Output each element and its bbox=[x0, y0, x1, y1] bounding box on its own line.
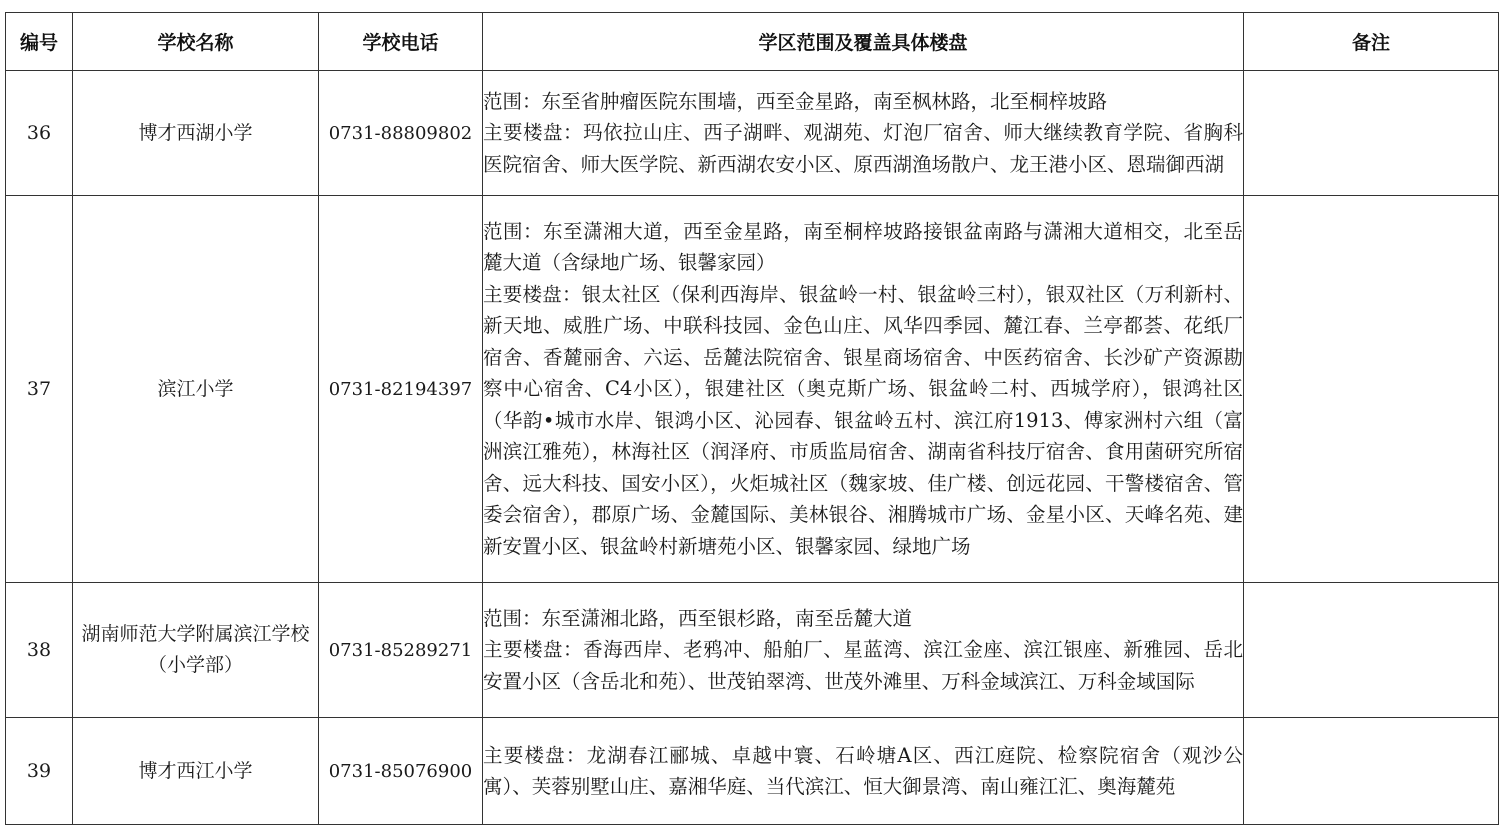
main-estates: 主要楼盘：玛依拉山庄、西子湖畔、观湖苑、灯泡厂宿舍、师大继续教育学院、省胸科医院宿舍、师大医学院、新西湖农安小区、原西湖渔场散户、龙王港小区、恩瑞御西湖 bbox=[483, 121, 1243, 176]
school-phone: 0731-88809802 bbox=[319, 71, 483, 196]
remarks-cell bbox=[1244, 718, 1499, 825]
school-district-table bbox=[5, 12, 1499, 825]
school-name: 滨江小学 bbox=[157, 377, 234, 400]
header-row bbox=[6, 13, 1499, 71]
district-range: 范围：东至潇湘北路，西至银杉路，南至岳麓大道 bbox=[483, 606, 913, 630]
school-name: 博才西湖小学 bbox=[138, 121, 253, 144]
row-number: 36 bbox=[6, 71, 73, 196]
header-remarks: 备注 bbox=[1244, 13, 1499, 71]
school-phone: 0731-85289271 bbox=[319, 583, 483, 718]
header-school-phone: 学校电话 bbox=[319, 13, 483, 71]
row-number: 37 bbox=[6, 196, 73, 583]
table-row bbox=[6, 583, 1499, 718]
school-phone: 0731-82194397 bbox=[319, 196, 483, 583]
row-number: 38 bbox=[6, 583, 73, 718]
remarks-cell bbox=[1244, 196, 1499, 583]
school-name-cell bbox=[73, 718, 319, 825]
school-name-cell bbox=[73, 71, 319, 196]
school-name-subtitle: （小学部） bbox=[147, 654, 243, 676]
header-district-scope: 学区范围及覆盖具体楼盘 bbox=[483, 13, 1244, 71]
district-range: 范围：东至潇湘大道，西至金星路，南至桐梓坡路接银盆南路与潇湘大道相交，北至岳麓大道（含绿地广场、银馨家园） bbox=[483, 219, 1243, 275]
district-scope-cell bbox=[483, 583, 1244, 718]
school-name-cell bbox=[73, 583, 319, 718]
school-name: 湖南师范大学附属滨江学校 bbox=[81, 623, 310, 645]
row-number: 39 bbox=[6, 718, 73, 825]
school-name-cell bbox=[73, 196, 319, 583]
district-range: 范围：东至省肿瘤医院东围墙，西至金星路，南至枫林路，北至桐梓坡路 bbox=[483, 89, 1108, 113]
main-estates: 主要楼盘：香海西岸、老鸦冲、船舶厂、星蓝湾、滨江金座、滨江银座、新雅园、岳北安置小区（含岳北和苑）、世茂铂翠湾、世茂外滩里、万科金域滨江、万科金域国际 bbox=[483, 638, 1243, 693]
district-scope-cell bbox=[483, 71, 1244, 196]
main-estates: 主要楼盘：银太社区（保利西海岸、银盆岭一村、银盆岭三村），银双社区（万利新村、新天地、威胜广场、中联科技园、金色山庄、风华四季园、麓江春、兰亭都荟、花纸厂宿舍、香麓丽舍、六运、岳麓法院宿舍、银星商场宿舍、中医药宿舍、长沙矿产资源勘察中心宿舍、C4小区），银建社区（奥克斯广场、银盆岭二村、西城学府），银鸿社区（华韵•城市水岸、银鸿小区、沁园春、银盆岭五村、滨江府1913、傅家洲村六组（富洲滨江雅苑），林海社区（润泽府、市质监局宿舍、湖南省科技厅宿舍、食用菌研究所宿舍、远大科技、国安小区），火炬城社区（魏家坡、佳广楼、创远花园、干警楼宿舍、管委会宿舍），郡原广场、金麓国际、美林银谷、湘腾城市广场、金星小区、天峰名苑、建新安置小区、银盆岭村新塘苑小区、银馨家园、绿地广场 bbox=[483, 282, 1243, 558]
main-estates: 主要楼盘：龙湖春江郦城、卓越中寰、石岭塘A区、西江庭院、检察院宿舍（观沙公寓）、芙蓉别墅山庄、嘉湘华庭、当代滨江、恒大御景湾、南山雍江汇、奥海麓苑 bbox=[483, 743, 1243, 798]
remarks-cell bbox=[1244, 583, 1499, 718]
header-school-name: 学校名称 bbox=[73, 13, 319, 71]
remarks-cell bbox=[1244, 71, 1499, 196]
table-row bbox=[6, 196, 1499, 583]
header-number: 编号 bbox=[6, 13, 73, 71]
school-name: 博才西江小学 bbox=[138, 759, 253, 782]
table-row bbox=[6, 718, 1499, 825]
table-row bbox=[6, 71, 1499, 196]
district-scope-cell bbox=[483, 196, 1244, 583]
district-scope-cell bbox=[483, 718, 1244, 825]
school-phone: 0731-85076900 bbox=[319, 718, 483, 825]
